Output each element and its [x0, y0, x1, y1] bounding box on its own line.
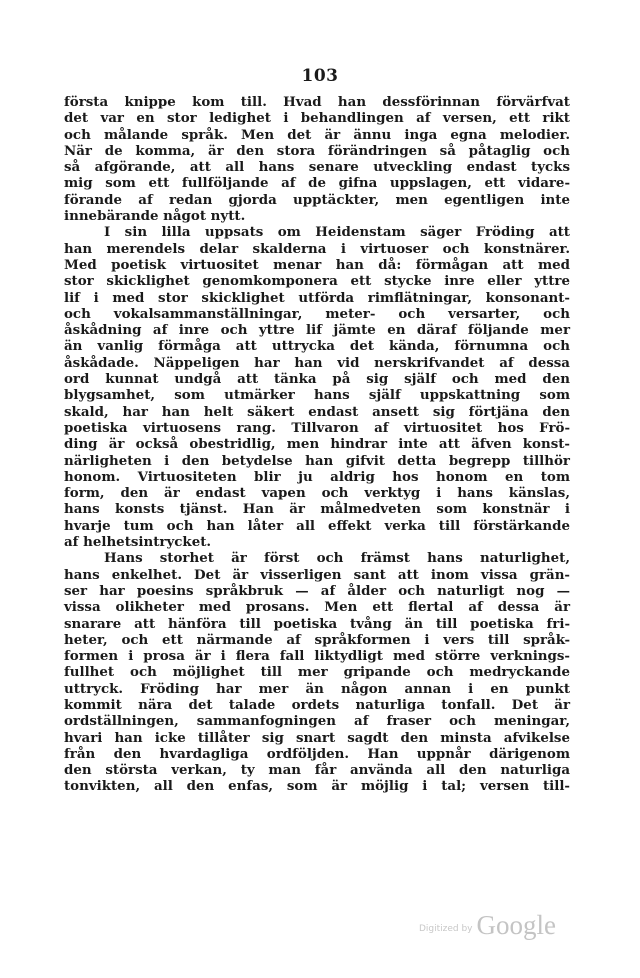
text-line: så afgörande, att all hans senare utveckling endast tycks — [64, 159, 570, 176]
text-line: vissa olikheter med prosans. Men ett flertal af dessa är — [64, 599, 570, 616]
body-text — [64, 94, 570, 795]
text-line: uttryck. Fröding har mer än någon annan i en punkt — [64, 680, 570, 697]
paragraph-start-line: I sin lilla uppsats om Heidenstam säger Fröding att — [104, 224, 570, 241]
text-line: ding är också obestridlig, men hindrar inte att äfven konst- — [64, 436, 570, 453]
text-line: det var en stor ledighet i behandlingen af versen, ett rikt — [64, 110, 570, 127]
text-line: första knippe kom till. Hvad han dessförinnan förvärfvat — [64, 94, 570, 110]
text-line: form, den är endast vapen och verktyg i hans känslas, — [64, 485, 570, 502]
text-line: hans enkelhet. Det är visserligen sant att inom vissa grän- — [64, 566, 570, 583]
text-line: fullhet och möjlighet till mer gripande och medryckande — [64, 664, 570, 681]
text-line: ser har poesins språkbruk — af ålder och naturligt nog — — [64, 582, 570, 599]
text-line: af helhetsintrycket. — [64, 534, 212, 551]
digitized-watermark — [419, 912, 556, 939]
text-line: tonvikten, all den enfas, som är möjlig i tal; versen till- — [64, 778, 570, 795]
text-line: närligheten i den betydelse han gifvit detta begrepp tillhör — [64, 452, 570, 469]
text-line: hans konsts tjänst. Han är målmedveten som konstnär i — [64, 501, 570, 518]
text-line: hvari han icke tillåter sig snart sagdt den minsta afvikelse — [64, 729, 570, 746]
text-line: poetiska virtuosens rang. Tillvaron af virtuositet hos Frö- — [64, 419, 570, 436]
text-line: och vokalsammanställningar, meter- och versarter, och — [64, 305, 570, 322]
text-line: åskådade. Näppeligen har han vid nerskrifvandet af dessa — [64, 354, 570, 371]
text-line: än vanlig förmåga att uttrycka det kända, förnumna och — [64, 338, 570, 355]
google-logo: Google — [476, 910, 556, 940]
text-line: förande af redan gjorda upptäckter, men egentligen inte — [64, 191, 570, 208]
text-line: stor skicklighet genomkomponera ett stycke inre eller yttre — [64, 273, 570, 290]
text-line: kommit nära det talade ordets naturliga tonfall. Det är — [64, 696, 570, 713]
text-line: ordställningen, sammanfogningen af fraser och meningar, — [64, 713, 570, 730]
text-line: den största verkan, ty man får använda all den naturliga — [64, 762, 570, 779]
text-line: heter, och ett närmande af språkformen i vers till språk- — [64, 631, 570, 648]
watermark-prefix: Digitized by — [418, 924, 473, 934]
text-line: När de komma, är den stora förändringen så påtaglig och — [64, 142, 570, 159]
text-line: Med poetisk virtuositet menar han då: förmågan att med — [64, 256, 570, 273]
text-line: snarare att hänföra till poetiska tvång än till poetiska fri- — [64, 615, 570, 632]
text-line: honom. Virtuositeten blir ju aldrig hos honom en tom — [64, 468, 570, 485]
text-line: hvarje tum och han låter all effekt verka till förstärkande — [64, 517, 570, 534]
text-line: och målande språk. Men det är ännu inga egna melodier. — [64, 126, 570, 143]
text-line: skald, har han helt säkert endast ansett sig förtjäna den — [64, 403, 570, 420]
paragraph-start-line: Hans storhet är först och främst hans naturlighet, — [104, 550, 570, 567]
text-line: formen i prosa är i flera fall liktydligt med större verknings- — [64, 648, 570, 665]
text-line: blygsamhet, som utmärker hans själf uppskattning som — [64, 387, 570, 404]
text-line: från den hvardagliga ordföljden. Han uppnår därigenom — [64, 745, 570, 762]
text-line: åskådning af inre och yttre lif jämte en däraf följande mer — [64, 322, 570, 339]
text-line: ord kunnat undgå att tänka på sig själf och med den — [64, 371, 570, 388]
text-line: han merendels delar skalderna i virtuoser och konstnärer. — [64, 240, 570, 257]
text-line: lif i med stor skicklighet utförda rimflätningar, konsonant- — [64, 289, 570, 306]
text-line: mig som ett fullföljande af de gifna uppslagen, ett vidare- — [64, 175, 570, 192]
page-number: 103 — [301, 66, 339, 86]
text-line: innebärande något nytt. — [64, 208, 246, 225]
